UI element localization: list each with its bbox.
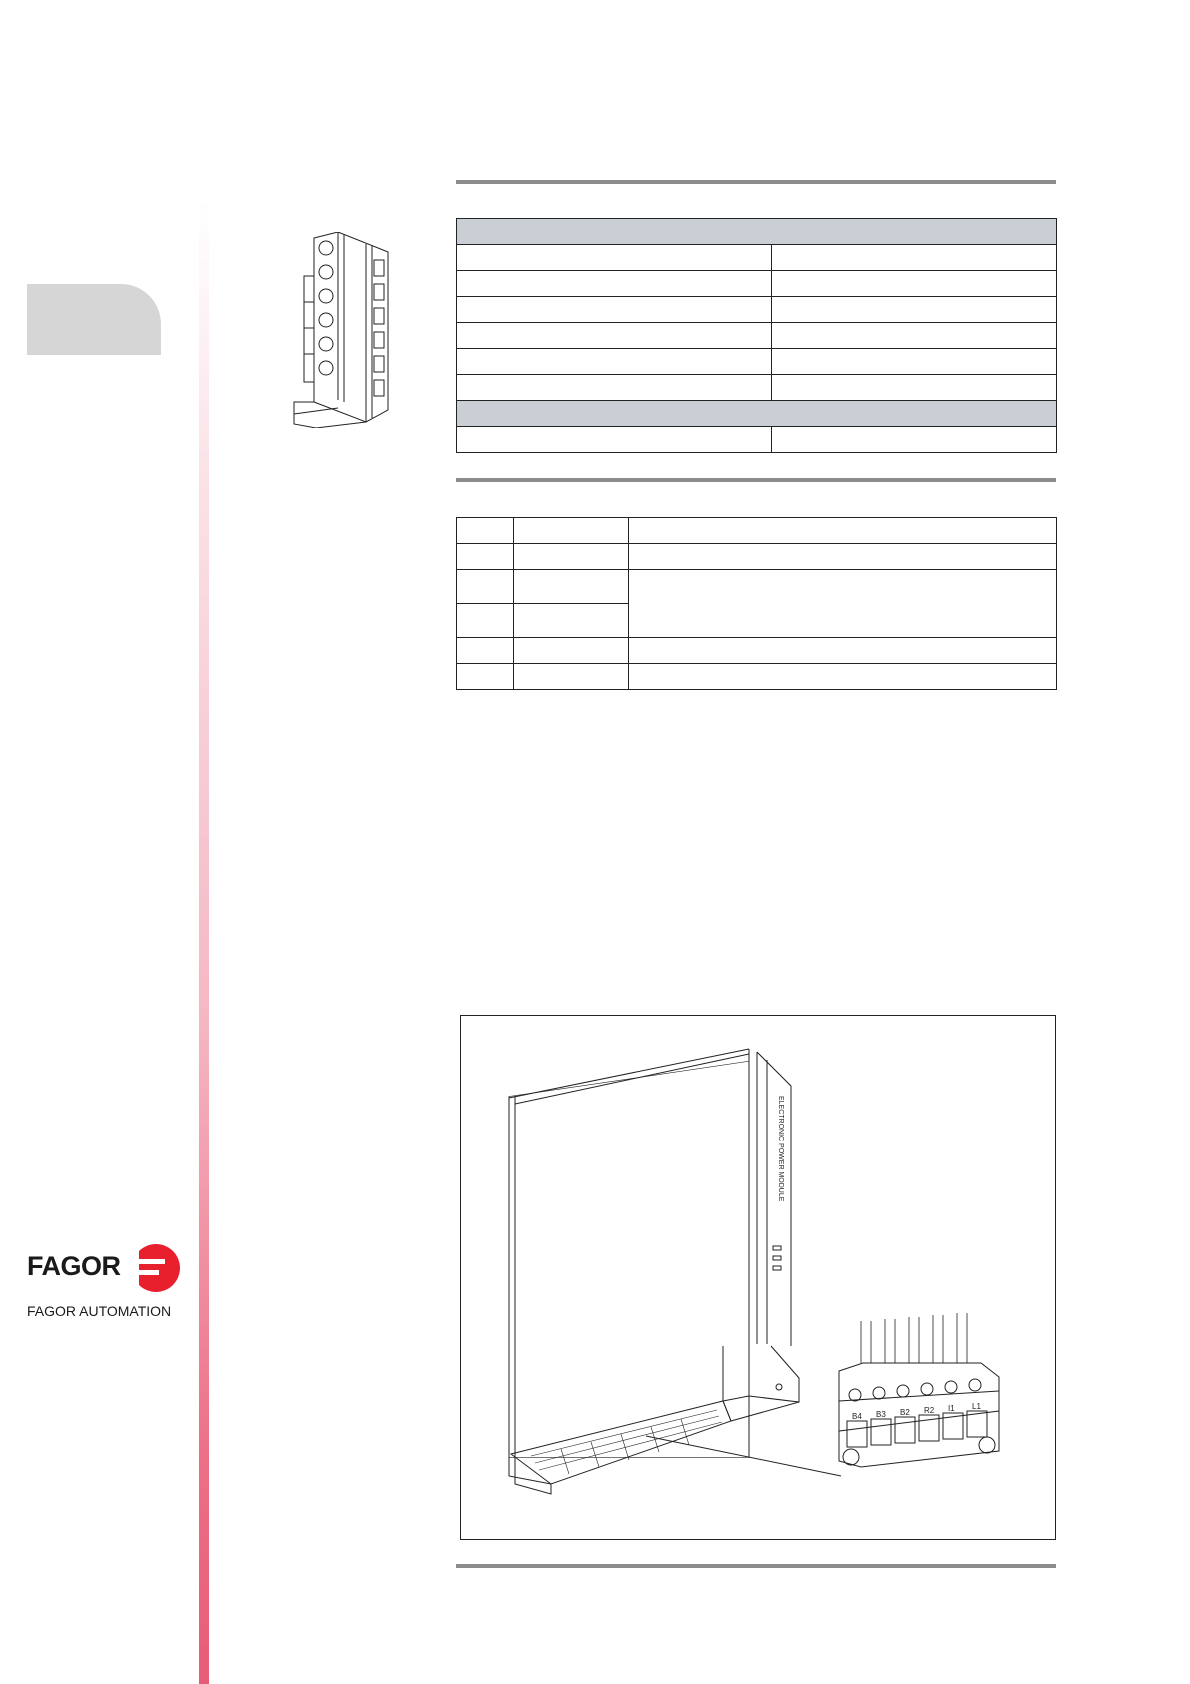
table-header-row: [457, 219, 1057, 245]
pin-table: [456, 517, 1057, 690]
logo-wordmark: FAGOR: [27, 1251, 121, 1281]
company-name: FAGOR AUTOMATION: [27, 1303, 172, 1319]
table-header-row: [457, 401, 1057, 427]
fagor-logo: [27, 1243, 187, 1323]
section-rule-top: [456, 180, 1056, 184]
terminal-label: R2: [924, 1406, 935, 1415]
section-rule-middle: [456, 478, 1056, 482]
table-row: [457, 427, 1057, 453]
table-row: [457, 245, 1057, 271]
terminal-label: I1: [948, 1404, 955, 1413]
module-drawing: [461, 1016, 1057, 1541]
table-row: [457, 570, 1057, 604]
table-row: [457, 323, 1057, 349]
spec-table: [456, 218, 1057, 453]
module-label: ELECTRONIC POWER MODULE: [777, 1096, 784, 1202]
terminal-label: B2: [900, 1408, 910, 1417]
table-row: [457, 638, 1057, 664]
table-row: [457, 297, 1057, 323]
table-row: [457, 349, 1057, 375]
fagor-logo-icon: [131, 1243, 181, 1293]
table-row: [457, 664, 1057, 690]
terminal-label: L1: [972, 1402, 981, 1411]
module-figure: [460, 1015, 1056, 1540]
terminal-label: B3: [876, 1410, 886, 1419]
table-row: [457, 375, 1057, 401]
decorative-side-gradient-bar: [199, 200, 209, 1684]
section-rule-bottom: [456, 1564, 1056, 1568]
terminal-label: B4: [852, 1412, 862, 1421]
table-row: [457, 518, 1057, 544]
table-row: [457, 271, 1057, 297]
chapter-tab: [27, 284, 161, 355]
connector-illustration: [286, 232, 398, 428]
table-row: [457, 544, 1057, 570]
